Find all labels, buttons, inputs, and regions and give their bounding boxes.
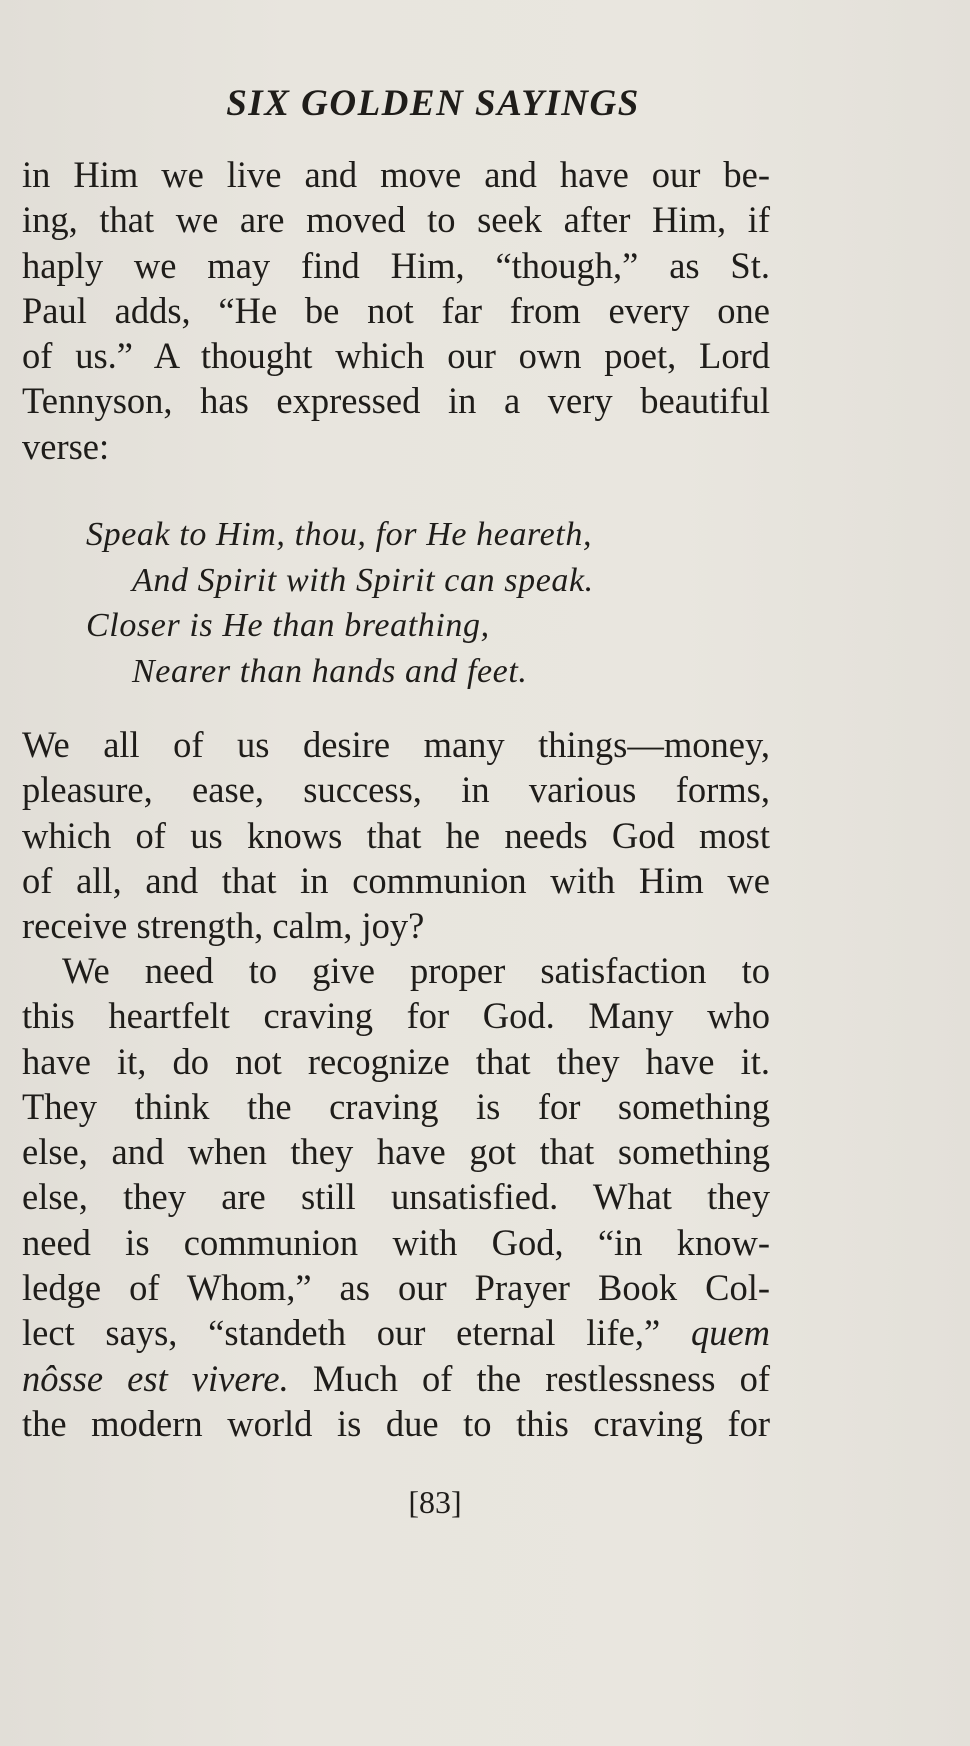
text-line: have it, do not recognize that they have it. (22, 1040, 770, 1082)
text-line: in Him we live and move and have our be- (22, 154, 770, 195)
text-line: which of us knows that he needs God most (22, 814, 770, 856)
text-line (22, 1310, 770, 1355)
text-line: the modern world is due to this craving for (22, 1402, 770, 1444)
text-line: this heartfelt craving for God. Many who (22, 995, 770, 1037)
running-head: SIX GOLDEN SAYINGS (226, 83, 640, 124)
text-line: Tennyson, has expressed in a very beautiful (22, 380, 770, 422)
verse-quotation (86, 512, 594, 694)
latin-phrase: nôsse est vivere. (22, 1357, 289, 1399)
text-line: haply we may find Him, “though,” as St. (22, 244, 770, 286)
paragraph-1 (22, 152, 770, 469)
verse-line: Nearer than hands and feet. (132, 652, 528, 690)
text-line: We all of us desire many things—money, (22, 724, 770, 765)
paragraph-2 (22, 722, 770, 948)
paragraph-3 (22, 948, 770, 1446)
text-line: need is communion with God, “in know- (22, 1221, 770, 1263)
text-run: lect says, “standeth our eternal life,” (22, 1312, 691, 1354)
text-line: of all, and that in communion with Him we (22, 859, 770, 901)
page-number: [83] (408, 1484, 462, 1520)
text-line: ing, that we are moved to seek after Him, if (22, 199, 770, 241)
text-line: verse: (22, 425, 110, 467)
verse-line: And Spirit with Spirit can speak. (132, 561, 594, 599)
text-line: We need to give proper satisfaction to (62, 950, 770, 991)
text-line: else, and when they have got that something (22, 1131, 770, 1173)
text-line: Paul adds, “He be not far from every one (22, 289, 770, 331)
text-line: They think the craving is for something (22, 1085, 770, 1127)
verse-line: Speak to Him, thou, for He heareth, (86, 516, 593, 553)
text-line: of us.” A thought which our own poet, Lord (22, 335, 770, 377)
text-run: Much of the restlessness of (288, 1357, 770, 1399)
text-line: pleasure, ease, success, in various forms, (22, 769, 770, 811)
verse-line: Closer is He than breathing, (86, 607, 490, 644)
text-line: receive strength, calm, joy? (22, 905, 425, 947)
text-line: ledge of Whom,” as our Prayer Book Col- (22, 1267, 770, 1309)
latin-phrase: quem (690, 1312, 770, 1354)
text-line: else, they are still unsatisfied. What they (22, 1176, 770, 1218)
text-line (22, 1356, 770, 1401)
